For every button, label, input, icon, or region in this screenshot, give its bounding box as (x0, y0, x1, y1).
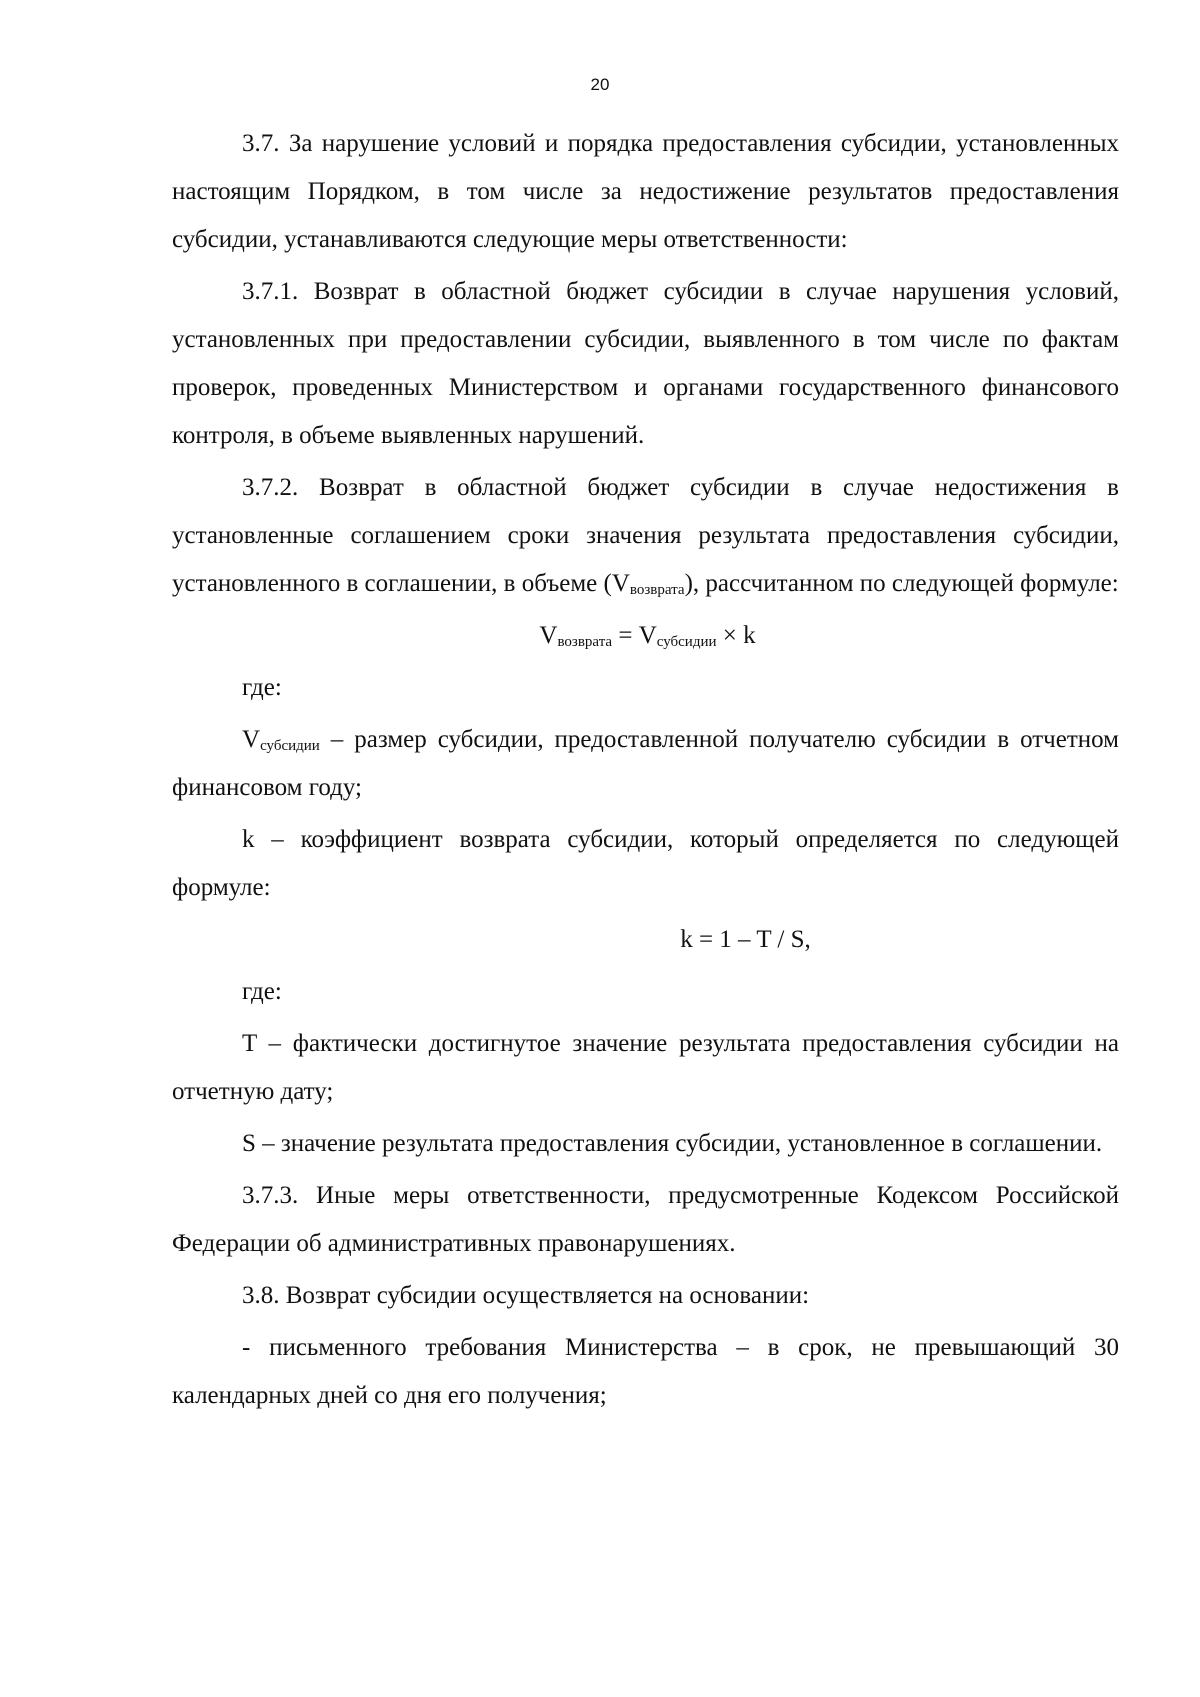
paragraph-3-7-1: 3.7.1. Возврат в областной бюджет субсидии в случае нарушения условий, установленных при предоставлении субсидии, выявленного в том числе по фактам проверок, проведенных Министерством и органами государственного финансового контроля, в объеме выявленных нарушений. (172, 278, 1119, 449)
subscript-vozvrata: возврата (629, 582, 685, 598)
definition-v-text: – размер субсидии, предоставленной получателю субсидии в отчетном финансовом году; (172, 726, 1119, 801)
paragraph-3-7-3: 3.7.3. Иные меры ответственности, предусмотренные Кодексом Российской Федерации об административных правонарушениях. (172, 1182, 1119, 1257)
definition-s: S – значение результата предоставления субсидии, установленное в соглашении. (242, 1130, 1103, 1157)
definition-v-subscript: субсидии (260, 738, 320, 754)
formula-times-k: × k (716, 622, 756, 649)
paragraph-3-8-item-1: - письменного требования Министерства – в срок, не превышающий 30 календарных дней со дня его получения; (172, 1334, 1119, 1409)
paragraph-3-7-2-text-after: ), рассчитанном по следующей формуле: (684, 570, 1119, 597)
formula-sub-vozvrata: возврата (557, 634, 613, 650)
paragraph-3-7-2-text-before: 3.7.2. Возврат в областной бюджет субсидии в случае недостижения в установленные соглашением сроки значения результата предоставления субсидии, установленного в соглашении, в объеме (V (172, 474, 1119, 597)
paragraph-3-8: 3.8. Возврат субсидии осуществляется на основании: (242, 1282, 810, 1309)
definition-t: T – фактически достигнутое значение результата предоставления субсидии на отчетную дату; (172, 1030, 1119, 1105)
document-body (172, 120, 1119, 1424)
formula-equals-v: = V (612, 622, 657, 649)
definition-v-symbol: V (242, 726, 261, 753)
paragraph-3-7: 3.7. За нарушение условий и порядка предоставления субсидии, установленных настоящим Порядком, в том числе за недостижение результатов предоставления субсидии, устанавливаются следующие меры ответственности: (172, 130, 1119, 253)
where-label: где: (242, 674, 282, 701)
formula-k: k = 1 – T / S, (680, 926, 811, 953)
formula-v-symbol: V (539, 622, 558, 649)
definition-v-subsidii (172, 716, 1119, 812)
definition-k: k – коэффициент возврата субсидии, который определяется по следующей формуле: (172, 826, 1119, 901)
paragraph-3-7-2 (172, 464, 1119, 608)
page-number: 20 (590, 75, 610, 94)
formula-sub-subsidii: субсидии (656, 634, 717, 650)
where-label-2: где: (242, 978, 282, 1005)
formula-v-vozvrata (172, 612, 1119, 660)
